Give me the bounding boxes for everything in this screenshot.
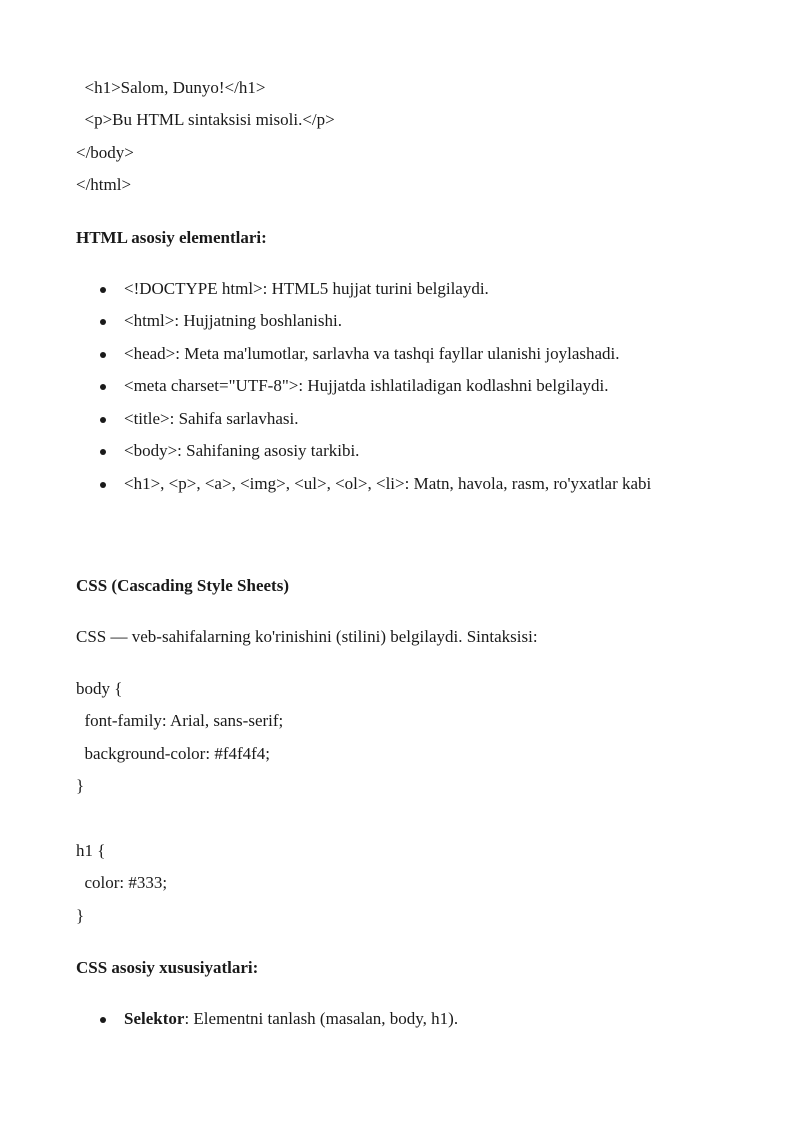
list-item: <head>: Meta ma'lumotlar, sarlavha va tashqi fayllar ulanishi joylashadi. <box>124 344 620 363</box>
code-line: background-color: #f4f4f4; <box>76 744 271 763</box>
code-line: </html> <box>76 175 132 194</box>
css-intro-paragraph: CSS — veb-sahifalarning ko'rinishini (stilini) belgilaydi. Sintaksisi: <box>76 627 538 646</box>
css-properties-heading: CSS asosiy xususiyatlari: <box>76 958 259 977</box>
list-item: <h1>, <p>, <a>, <img>, <ul>, <ol>, <li>: Matn, havola, rasm, ro'yxatlar kabi <box>124 474 652 493</box>
code-line: <p>Bu HTML sintaksisi misoli.</p> <box>76 110 335 129</box>
bullet-icon <box>100 287 106 293</box>
bullet-icon <box>100 417 106 423</box>
list-item: <!DOCTYPE html>: HTML5 hujjat turini belgilaydi. <box>124 279 489 298</box>
list-item <box>124 1009 458 1029</box>
code-line: </body> <box>76 143 134 162</box>
bullet-icon <box>100 384 106 390</box>
list-item: <body>: Sahifaning asosiy tarkibi. <box>124 441 360 460</box>
list-item: <html>: Hujjatning boshlanishi. <box>124 311 342 330</box>
bullet-icon <box>100 449 106 455</box>
code-line: <h1>Salom, Dunyo!</h1> <box>76 78 266 97</box>
code-line: h1 { <box>76 841 106 860</box>
code-line: } <box>76 776 85 795</box>
list-item: <meta charset="UTF-8">: Hujjatda ishlatiladigan kodlashni belgilaydi. <box>124 376 609 395</box>
code-line: } <box>76 906 85 925</box>
bullet-icon <box>100 319 106 325</box>
css-section-heading: CSS (Cascading Style Sheets) <box>76 576 289 595</box>
bullet-icon <box>100 1017 106 1023</box>
bullet-icon <box>100 482 106 488</box>
list-item: <title>: Sahifa sarlavhasi. <box>124 409 299 428</box>
code-line: color: #333; <box>76 873 168 892</box>
term-label: Selektor <box>124 1009 185 1028</box>
code-line: body { <box>76 679 123 698</box>
bullet-icon <box>100 352 106 358</box>
term-description: : Elementni tanlash (masalan, body, h1). <box>184 1009 459 1028</box>
html-elements-heading: HTML asosiy elementlari: <box>76 228 267 247</box>
code-line: font-family: Arial, sans-serif; <box>76 711 284 730</box>
